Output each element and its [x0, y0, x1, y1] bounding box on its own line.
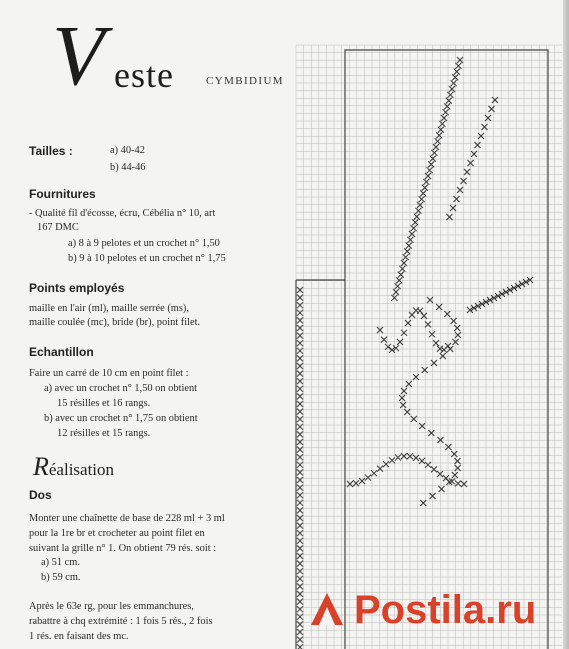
stitch-cross	[297, 431, 303, 437]
stitch-cross	[297, 523, 303, 529]
sample-a-1: a) avec un crochet n° 1,50 on obtient	[44, 383, 198, 394]
stitch-cross	[428, 430, 434, 436]
stitch-cross	[446, 98, 452, 104]
sizes-label: Tailles :	[29, 144, 73, 158]
stitch-cross	[297, 439, 303, 445]
stitch-cross	[297, 545, 303, 551]
size-b: b) 44-46	[110, 162, 146, 173]
stitch-cross	[421, 313, 427, 319]
supplies-heading: Fournitures	[29, 187, 96, 201]
stitch-cross	[475, 142, 481, 148]
stitch-cross	[397, 339, 403, 345]
stitch-cross	[393, 289, 399, 295]
stitch-cross	[297, 302, 303, 308]
stitch-cross	[422, 185, 428, 191]
stitch-cross	[297, 530, 303, 536]
stitch-cross	[297, 599, 303, 605]
stitch-cross	[297, 644, 303, 649]
stitch-cross	[436, 304, 442, 310]
stitch-cross	[436, 132, 442, 138]
stitch-cross	[417, 202, 423, 208]
supplies-line-1: - Qualité fil d'écosse, écru, Cébélia n° 10, art	[29, 208, 216, 219]
stitch-cross	[297, 469, 303, 475]
stitch-cross	[399, 395, 405, 401]
stitch-cross	[297, 606, 303, 612]
stitch-cross	[444, 103, 450, 109]
stitch-cross	[425, 321, 431, 327]
stitch-cross	[422, 367, 428, 373]
stitch-cross	[401, 453, 407, 459]
back-a: a) 51 cm.	[41, 557, 80, 568]
stitch-cross	[383, 461, 389, 467]
stitch-cross	[425, 173, 431, 179]
sample-b-2: 12 résilles et 15 rangs.	[57, 428, 151, 439]
stitch-cross	[297, 295, 303, 301]
stitch-cross	[297, 553, 303, 559]
stitch-cross	[297, 591, 303, 597]
stitch-cross	[297, 568, 303, 574]
stitch-cross	[401, 260, 407, 266]
stitch-cross	[449, 86, 455, 92]
supplies-a: a) 8 à 9 pelotes et un crochet n° 1,50	[68, 238, 220, 249]
stitch-cross	[427, 297, 433, 303]
stitch-cross	[297, 515, 303, 521]
stitch-cross	[359, 478, 365, 484]
back-line-4: Après le 63e rg, pour les emmanchures,	[29, 601, 194, 612]
stitch-cross	[404, 248, 410, 254]
stitch-cross	[411, 225, 417, 231]
stitch-cross	[413, 455, 419, 461]
stitch-cross	[365, 475, 371, 481]
stitch-cross	[401, 388, 407, 394]
stitch-cross	[297, 340, 303, 346]
stitch-cross	[437, 471, 443, 477]
stitch-cross	[297, 485, 303, 491]
stitch-cross	[347, 481, 353, 487]
title-rest: este	[114, 55, 174, 95]
stitch-cross	[411, 416, 417, 422]
supplies-line-2: 167 DMC	[37, 222, 79, 233]
chart-motif	[297, 57, 533, 649]
stitch-cross	[451, 451, 457, 457]
back-line-3: suivant la grille n° 1. On obtient 79 rés. soit :	[29, 543, 217, 554]
stitch-cross	[439, 486, 445, 492]
realisation-initial: R	[33, 452, 49, 481]
stitch-cross	[297, 386, 303, 392]
stitch-cross	[444, 311, 450, 317]
stitches-heading: Points employés	[29, 281, 125, 295]
stitch-cross	[455, 480, 461, 486]
stitch-cross	[438, 127, 444, 133]
stitch-cross	[297, 310, 303, 316]
stitch-cross	[381, 337, 387, 343]
stitch-cross	[440, 353, 446, 359]
page-subtitle: CYMBIDIUM	[206, 75, 284, 87]
stitch-cross	[413, 374, 419, 380]
stitch-cross	[407, 237, 413, 243]
stitch-cross	[441, 115, 447, 121]
stitch-cross	[445, 444, 451, 450]
size-a: a) 40-42	[110, 145, 145, 156]
stitch-cross	[297, 447, 303, 453]
realisation-rest: éalisation	[48, 460, 115, 479]
stitch-cross	[297, 614, 303, 620]
stitch-cross	[297, 561, 303, 567]
sample-line-1: Faire un carré de 10 cm en point filet :	[29, 368, 189, 379]
sample-heading: Echantillon	[29, 345, 94, 359]
stitch-cross	[389, 457, 395, 463]
stitch-cross	[297, 507, 303, 513]
stitch-cross	[297, 462, 303, 468]
stitches-line-1: maille en l'air (ml), maille serrée (ms),	[29, 303, 189, 314]
stitch-cross	[297, 583, 303, 589]
stitch-cross	[431, 466, 437, 472]
chart-grid	[296, 45, 562, 649]
supplies-b: b) 9 à 10 pelotes et un crochet n° 1,75	[68, 253, 226, 264]
stitch-cross	[425, 462, 431, 468]
stitch-cross	[297, 409, 303, 415]
stitch-cross	[297, 416, 303, 422]
stitch-cross	[353, 480, 359, 486]
stitch-cross	[406, 381, 412, 387]
stitch-cross	[297, 454, 303, 460]
stitch-cross	[447, 214, 453, 220]
stitches-line-2: maille coulée (mc), bride (br), point filet.	[29, 317, 201, 328]
stitch-cross	[377, 327, 383, 333]
stitch-cross	[297, 371, 303, 377]
stitch-cross	[398, 272, 404, 278]
stitch-cross	[429, 331, 435, 337]
stitch-cross	[297, 363, 303, 369]
stitch-cross	[297, 401, 303, 407]
stitch-cross	[400, 402, 406, 408]
watermark-text: Postila.ru	[354, 588, 537, 632]
stitch-cross	[297, 317, 303, 323]
stitch-cross	[461, 178, 467, 184]
stitch-cross	[297, 538, 303, 544]
stitch-cross	[414, 214, 420, 220]
stitch-cross	[297, 621, 303, 627]
stitch-cross	[297, 333, 303, 339]
stitch-cross	[297, 325, 303, 331]
back-b: b) 59 cm.	[41, 572, 81, 583]
watermark-logo-icon	[305, 587, 349, 631]
stitch-cross	[406, 243, 412, 249]
stitch-cross	[297, 348, 303, 354]
stitch-cross	[297, 355, 303, 361]
stitch-cross	[427, 167, 433, 173]
stitch-cross	[431, 150, 437, 156]
stitch-cross	[452, 472, 458, 478]
stitch-cross	[419, 423, 425, 429]
stitch-cross	[454, 69, 460, 75]
title-initial: V	[52, 7, 105, 103]
stitch-cross	[401, 330, 407, 336]
stitch-cross	[492, 97, 498, 103]
stitch-cross	[443, 109, 449, 115]
stitch-cross	[457, 187, 463, 193]
stitch-cross	[447, 92, 453, 98]
stitch-cross	[297, 500, 303, 506]
stitch-cross	[433, 144, 439, 150]
back-line-5: rabattre à chq extrémité : 1 fois 5 rés., 2 fois	[29, 616, 213, 627]
stitch-cross	[297, 637, 303, 643]
stitch-cross	[297, 378, 303, 384]
sample-b-1: b) avec un crochet n° 1,75 on obtient	[44, 413, 198, 424]
stitch-cross	[431, 360, 437, 366]
stitch-cross	[433, 340, 439, 346]
stitch-cross	[297, 424, 303, 430]
back-line-1: Monter une chaînette de base de 228 ml + 3 ml	[29, 513, 225, 524]
back-line-6: 1 rés. en faisant des mc.	[29, 631, 129, 642]
sample-a-2: 15 résilles et 16 rangs.	[57, 398, 151, 409]
stitch-cross	[454, 325, 460, 331]
stitch-cross	[461, 481, 467, 487]
stitch-cross	[471, 151, 477, 157]
stitch-cross	[412, 219, 418, 225]
stitch-cross	[297, 576, 303, 582]
stitch-cross	[435, 138, 441, 144]
stitch-cross	[297, 492, 303, 498]
back-line-2: pour la 1re br et crocheter au point filet en	[29, 528, 205, 539]
stitch-cross	[297, 287, 303, 293]
stitch-cross	[482, 124, 488, 130]
back-heading: Dos	[29, 488, 52, 502]
stitch-cross	[403, 254, 409, 260]
stitch-cross	[297, 393, 303, 399]
stitch-cross	[415, 208, 421, 214]
stitch-cross	[297, 477, 303, 483]
stitch-cross	[450, 205, 456, 211]
stitch-cross	[468, 160, 474, 166]
stitch-cross	[297, 629, 303, 635]
